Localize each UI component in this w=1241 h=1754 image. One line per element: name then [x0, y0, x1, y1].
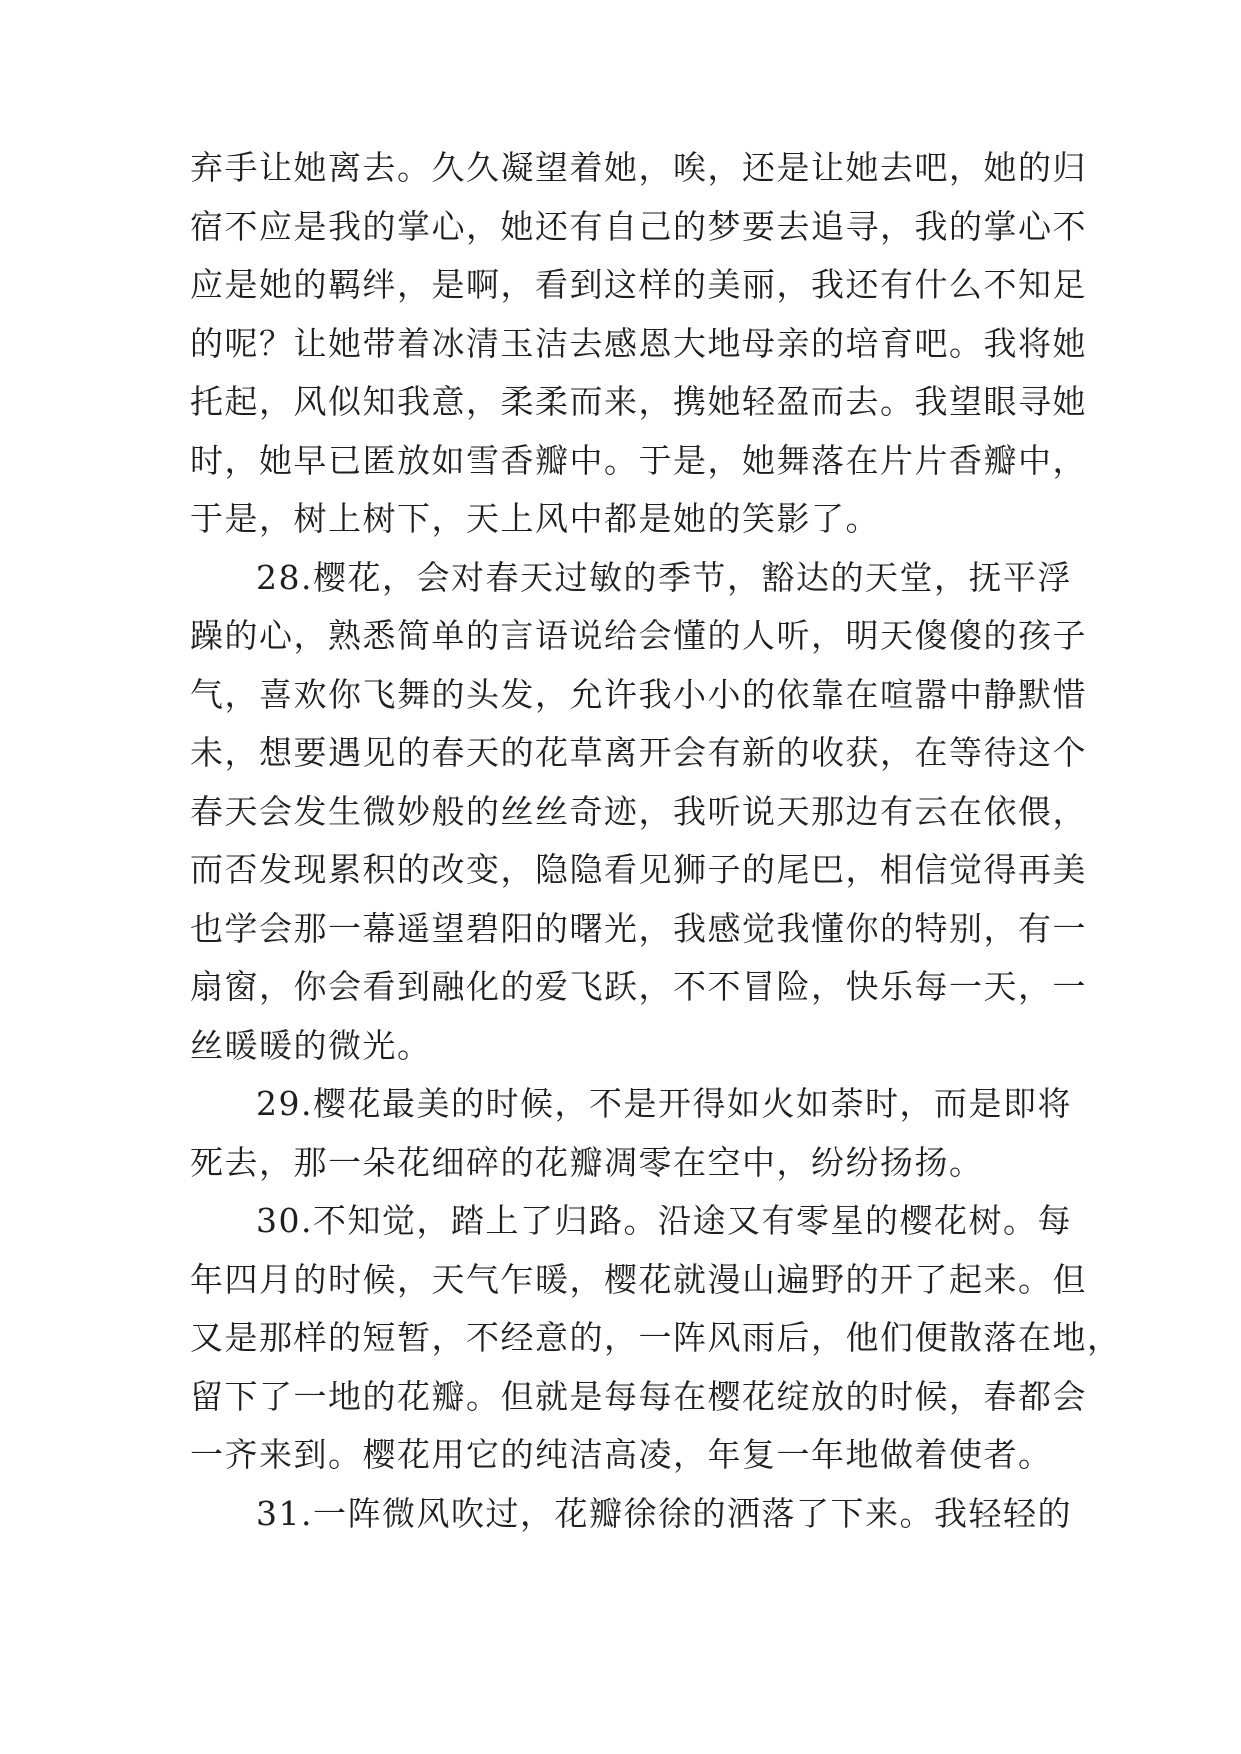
- text-line: 年四月的时候，天气乍暖，樱花就漫山遍野的开了起来。但: [190, 1259, 1087, 1299]
- text-line: 气，喜欢你飞舞的头发，允许我小小的依靠在喧嚣中静默惜: [190, 674, 1087, 714]
- text-line: 宿不应是我的掌心，她还有自己的梦要去追寻，我的掌心不: [190, 206, 1087, 246]
- text-line: 31.一阵微风吹过，花瓣徐徐的洒落了下来。我轻轻的: [256, 1493, 1072, 1533]
- text-line: 又是那样的短暂，不经意的，一阵风雨后，他们便散落在地，: [190, 1318, 1122, 1357]
- text-line: 而否发现累积的改变，隐隐看见狮子的尾巴，相信觉得再美: [190, 850, 1087, 889]
- text-line: 死去，那一朵花细碎的花瓣凋零在空中，纷纷扬扬。: [190, 1142, 984, 1182]
- text-line: 春天会发生微妙般的丝丝奇迹，我听说天那边有云在依偎，: [190, 791, 1087, 831]
- paragraph-continuation: [190, 139, 1087, 549]
- text-line: 29.樱花最美的时候，不是开得如火如荼时，而是即将: [256, 1084, 1072, 1123]
- text-line: 应是她的羁绊，是啊，看到这样的美丽，我还有什么不知足: [190, 265, 1087, 304]
- text-line: 时，她早已匿放如雪香瓣中。于是，她舞落在片片香瓣中，: [190, 440, 1087, 480]
- paragraph-29: [190, 1075, 1070, 1192]
- paragraph-28: [190, 549, 1087, 1076]
- paragraph-30: [190, 1192, 1122, 1485]
- text-line: 于是，树上树下，天上风中都是她的笑影了。: [190, 499, 880, 538]
- text-line: 托起，风似知我意，柔柔而来，携她轻盈而去。我望眼寻她: [190, 382, 1087, 421]
- text-line: 30.不知觉，踏上了归路。沿途又有零星的樱花树。每: [256, 1201, 1072, 1240]
- text-line: 丝暖暖的微光。: [190, 1025, 432, 1065]
- text-line: 躁的心，熟悉简单的言语说给会懂的人听，明天傻傻的孩子: [190, 616, 1087, 655]
- text-line: 的呢？让她带着冰清玉洁去感恩大地母亲的培育吧。我将她: [190, 323, 1087, 363]
- document-body: [190, 139, 1122, 1543]
- text-line: 扇窗，你会看到融化的爱飞跃，不不冒险，快乐每一天，一: [190, 967, 1087, 1006]
- paragraph-31: [190, 1485, 1070, 1544]
- text-line: 一齐来到。樱花用它的纯洁高凌，年复一年地做着使者。: [190, 1435, 1053, 1474]
- text-line: 未，想要遇见的春天的花草离开会有新的收获，在等待这个: [190, 733, 1087, 772]
- text-line: 弃手让她离去。久久凝望着她，唉，还是让她去吧，她的归: [190, 148, 1087, 187]
- text-line: 也学会那一幕遥望碧阳的曙光，我感觉我懂你的特别，有一: [190, 908, 1087, 948]
- text-line: 28.樱花，会对春天过敏的季节，豁达的天堂，抚平浮: [256, 557, 1072, 597]
- text-line: 留下了一地的花瓣。但就是每每在樱花绽放的时候，春都会: [190, 1376, 1087, 1416]
